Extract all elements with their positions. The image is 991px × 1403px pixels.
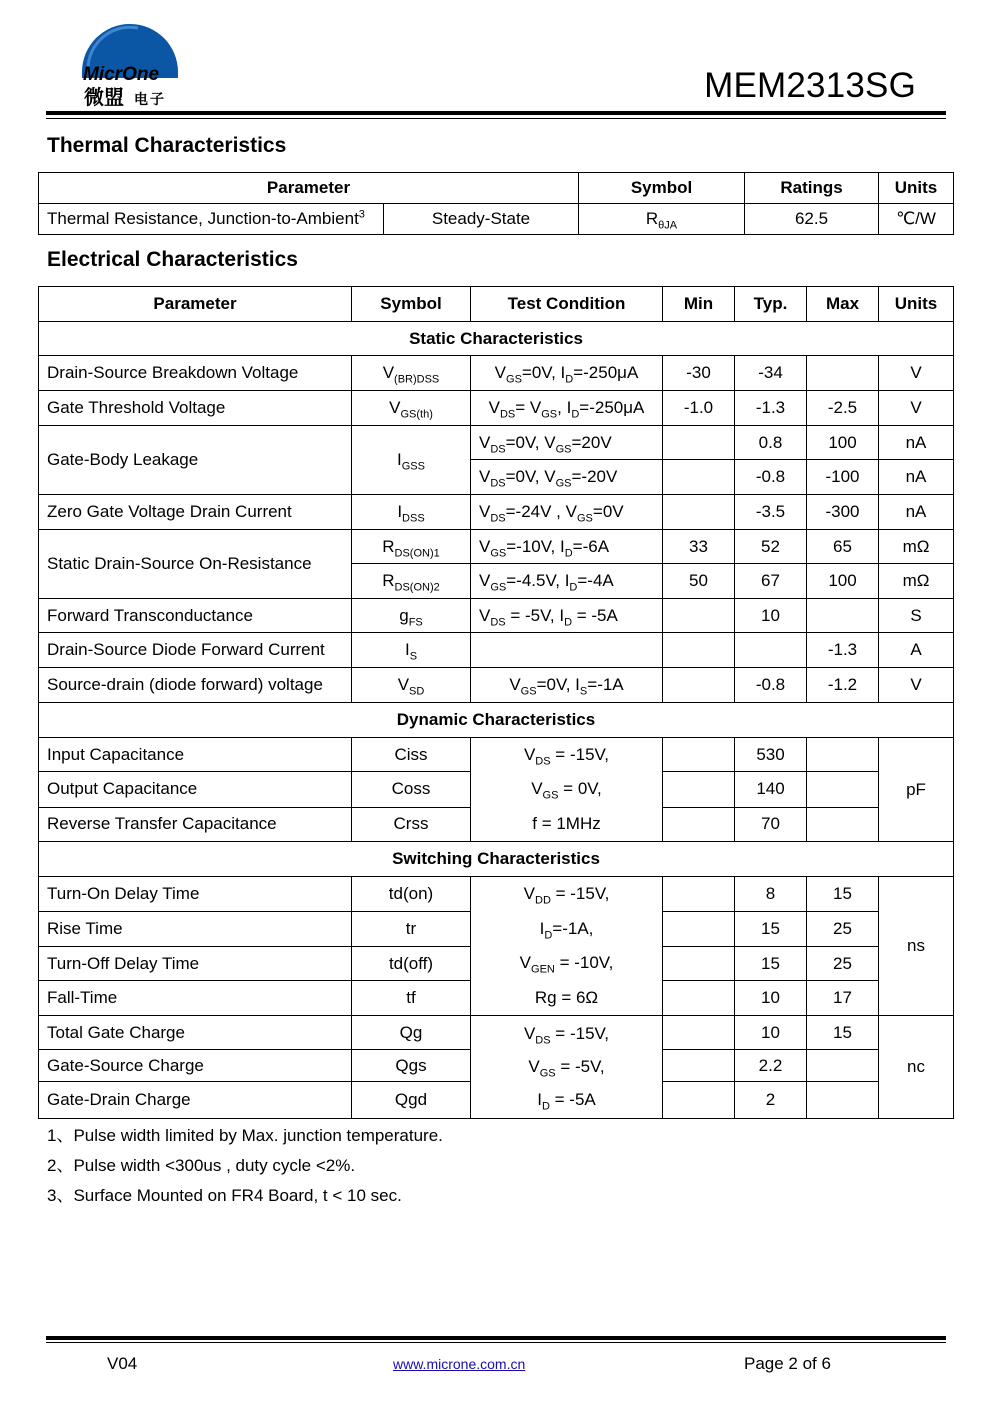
switching-section-title: Switching Characteristics: [39, 842, 954, 877]
table-row: [39, 738, 954, 772]
table-row: [39, 599, 954, 633]
max-rdson-1: 65: [807, 530, 879, 564]
typ-rdson-2: 67: [735, 564, 807, 599]
cond-is: [471, 633, 663, 668]
footnote-ref: 3: [358, 208, 365, 221]
header-max: Max: [807, 287, 879, 322]
symbol-tdon: td(on): [352, 877, 471, 912]
typ-qg: 10: [735, 1016, 807, 1050]
min-coss: [663, 772, 735, 807]
units-igss-1: nA: [879, 426, 954, 460]
typ-vth: -1.3: [735, 391, 807, 426]
cond-gc-id: $I_D = -5A$: [537, 1090, 596, 1113]
thermal-header-parameter: Parameter: [39, 173, 579, 204]
max-vth: -2.5: [807, 391, 879, 426]
footer-version: V04: [107, 1354, 138, 1373]
cond-dynamic-vgs: $V_{GS} = 0V$,: [531, 779, 602, 802]
param-rdson: Static Drain-Source On-Resistance: [39, 530, 352, 599]
header-min: Min: [663, 287, 735, 322]
thermal-table: [38, 172, 954, 235]
cond-dynamic: [471, 738, 663, 842]
max-is: -1.3: [807, 633, 879, 668]
max-qg: 15: [807, 1016, 879, 1050]
footer-rule-thick: [46, 1336, 946, 1340]
units-switching: ns: [879, 877, 954, 1016]
symbol-vsd: $V_{SD}$: [352, 668, 471, 703]
cond-switching-vdd: $V_{DD} = -15V$,: [523, 884, 610, 907]
dynamic-section-title: Dynamic Characteristics: [39, 703, 954, 738]
min-qgs: [663, 1050, 735, 1082]
symbol-bvdss: $V_{(BR)DSS}$: [352, 356, 471, 391]
param-crss: Reverse Transfer Capacitance: [39, 807, 352, 841]
cond-gc-vgs: $V_{GS} = -5V$,: [528, 1056, 605, 1080]
min-igss-2: [663, 460, 735, 495]
cond-rdson-2: $V_{GS}=-4.5V$, $I_D=-4A$: [471, 564, 663, 599]
table-row: [39, 495, 954, 530]
cond-rdson-1: $V_{GS}=-10V$, $I_D=-6A$: [471, 530, 663, 564]
min-is: [663, 633, 735, 668]
units-igss-2: nA: [879, 460, 954, 495]
symbol-ciss: Ciss: [352, 738, 471, 772]
units-is: A: [879, 633, 954, 668]
table-row: [39, 1016, 954, 1050]
logo-text-cn: 微盟: [84, 85, 124, 109]
thermal-condition: Steady-State: [384, 204, 579, 235]
max-igss-1: 100: [807, 426, 879, 460]
thermal-units: ℃/W: [879, 204, 954, 235]
param-qgd: Gate-Drain Charge: [39, 1082, 352, 1119]
max-vsd: -1.2: [807, 668, 879, 703]
symbol-idss: $I_{DSS}$: [352, 495, 471, 530]
max-igss-2: -100: [807, 460, 879, 495]
header-rule-thick: [46, 111, 946, 115]
header-rule-thin: [46, 118, 946, 119]
min-ciss: [663, 738, 735, 772]
table-row: [39, 356, 954, 391]
cond-switching-id: $I_D=-1A$,: [539, 918, 594, 942]
typ-tr: 15: [735, 912, 807, 947]
footnotes: [47, 1121, 443, 1211]
cond-gate-charge: [471, 1016, 663, 1119]
param-gfs: Forward Transconductance: [39, 599, 352, 633]
param-coss: Output Capacitance: [39, 772, 352, 807]
static-section-title: Static Characteristics: [39, 322, 954, 356]
cond-igss-2: $V_{DS}=0V$, $V_{GS}=-20V$: [471, 460, 663, 495]
part-number: MEM2313SG: [704, 66, 916, 105]
max-coss: [807, 772, 879, 807]
symbol-qgd: Qgd: [352, 1082, 471, 1119]
symbol-rdson-1: $R_{DS(ON)1}$: [352, 530, 471, 564]
cond-switching-vgen: $V_{GEN} = -10V$,: [519, 953, 614, 976]
footer-website-link[interactable]: www.microne.com.cn: [393, 1356, 526, 1372]
header-test-condition: Test Condition: [471, 287, 663, 322]
cond-idss: $V_{DS}=-24V$ , $V_{GS}=0V$: [471, 495, 663, 530]
table-row: [39, 633, 954, 668]
thermal-header-symbol: Symbol: [579, 173, 745, 204]
max-qgs: [807, 1050, 879, 1082]
thermal-rating: 62.5: [745, 204, 879, 235]
min-gfs: [663, 599, 735, 633]
typ-coss: 140: [735, 772, 807, 807]
header-parameter: Parameter: [39, 287, 352, 322]
symbol-qgs: Qgs: [352, 1050, 471, 1082]
symbol-qg: Qg: [352, 1016, 471, 1050]
max-qgd: [807, 1082, 879, 1119]
logo-globe-icon: [78, 20, 182, 110]
typ-qgs: 2.2: [735, 1050, 807, 1082]
thermal-header-units: Units: [879, 173, 954, 204]
min-rdson-2: 50: [663, 564, 735, 599]
typ-vsd: -0.8: [735, 668, 807, 703]
footnote-1: 1、Pulse width limited by Max. junction temperature.: [47, 1126, 443, 1145]
symbol-is: $I_S$: [352, 633, 471, 668]
typ-tdon: 8: [735, 877, 807, 912]
max-tdon: 15: [807, 877, 879, 912]
thermal-header-ratings: Ratings: [745, 173, 879, 204]
symbol-tr: tr: [352, 912, 471, 947]
max-gfs: [807, 599, 879, 633]
header-units: Units: [879, 287, 954, 322]
cond-vsd: $V_{GS}=0V$, $I_S=-1A$: [471, 668, 663, 703]
logo-text-cn-small: 电子: [134, 92, 166, 108]
units-rdson-2: mΩ: [879, 564, 954, 599]
table-row: [39, 426, 954, 460]
param-igss: Gate-Body Leakage: [39, 426, 352, 495]
footnote-2: 2、Pulse width <300us , duty cycle <2%.: [47, 1156, 356, 1175]
param-tdon: Turn-On Delay Time: [39, 877, 352, 912]
max-idss: -300: [807, 495, 879, 530]
max-crss: [807, 807, 879, 841]
header-typ: Typ.: [735, 287, 807, 322]
thermal-title: Thermal Characteristics: [47, 134, 287, 157]
max-tr: 25: [807, 912, 879, 947]
param-vth: Gate Threshold Voltage: [39, 391, 352, 426]
min-rdson-1: 33: [663, 530, 735, 564]
min-bvdss: -30: [663, 356, 735, 391]
symbol-gfs: $g_{FS}$: [352, 599, 471, 633]
cond-gfs: $V_{DS} = -5V$, $I_D = -5A$: [471, 599, 663, 633]
electrical-table: [38, 286, 954, 1119]
param-idss: Zero Gate Voltage Drain Current: [39, 495, 352, 530]
symbol-crss: Crss: [352, 807, 471, 841]
symbol-igss: $I_{GSS}$: [352, 426, 471, 495]
typ-gfs: 10: [735, 599, 807, 633]
footer-rule-thin: [46, 1342, 946, 1343]
typ-igss-1: 0.8: [735, 426, 807, 460]
symbol-tf: tf: [352, 981, 471, 1016]
min-vsd: [663, 668, 735, 703]
typ-idss: -3.5: [735, 495, 807, 530]
units-vth: V: [879, 391, 954, 426]
company-logo: [78, 20, 182, 110]
units-dynamic: pF: [879, 738, 954, 842]
param-qgs: Gate-Source Charge: [39, 1050, 352, 1082]
typ-qgd: 2: [735, 1082, 807, 1119]
symbol-coss: Coss: [352, 772, 471, 807]
units-gate-charge: nc: [879, 1016, 954, 1119]
max-ciss: [807, 738, 879, 772]
max-tf: 17: [807, 981, 879, 1016]
min-tdon: [663, 877, 735, 912]
param-tr: Rise Time: [39, 912, 352, 947]
cond-igss-1: $V_{DS}=0V$, $V_{GS}=20V$: [471, 426, 663, 460]
thermal-symbol: $R_{\theta JA}$: [579, 204, 745, 235]
cond-dynamic-vds: $V_{DS} = -15V$,: [523, 745, 610, 768]
max-rdson-2: 100: [807, 564, 879, 599]
typ-igss-2: -0.8: [735, 460, 807, 495]
param-ciss: Input Capacitance: [39, 738, 352, 772]
min-qgd: [663, 1082, 735, 1119]
symbol-tdoff: td(off): [352, 947, 471, 981]
min-igss-1: [663, 426, 735, 460]
typ-is: [735, 633, 807, 668]
units-vsd: V: [879, 668, 954, 703]
min-tf: [663, 981, 735, 1016]
cond-gc-vds: $V_{DS} = -15V$,: [523, 1023, 610, 1047]
param-is: Drain-Source Diode Forward Current: [39, 633, 352, 668]
param-vsd: Source-drain (diode forward) voltage: [39, 668, 352, 703]
min-crss: [663, 807, 735, 841]
table-row: [39, 530, 954, 564]
logo-text-en: MicrOne: [83, 64, 160, 85]
cond-vth: $V_{DS}= V_{GS}$, $I_D=-250\mu A$: [471, 391, 663, 426]
units-bvdss: V: [879, 356, 954, 391]
param-qg: Total Gate Charge: [39, 1016, 352, 1050]
cond-bvdss: $V_{GS}=0V$, $I_D=-250\mu A$: [471, 356, 663, 391]
symbol-vth: $V_{GS(th)}$: [352, 391, 471, 426]
table-row: [39, 668, 954, 703]
thermal-parameter: Thermal Resistance, Junction-to-Ambient$^3$: [39, 204, 384, 235]
min-idss: [663, 495, 735, 530]
typ-tf: 10: [735, 981, 807, 1016]
min-vth: -1.0: [663, 391, 735, 426]
typ-ciss: 530: [735, 738, 807, 772]
typ-bvdss: -34: [735, 356, 807, 391]
symbol-rdson-2: $R_{DS(ON)2}$: [352, 564, 471, 599]
typ-rdson-1: 52: [735, 530, 807, 564]
table-row: [39, 877, 954, 912]
max-bvdss: [807, 356, 879, 391]
typ-tdoff: 15: [735, 947, 807, 981]
units-idss: nA: [879, 495, 954, 530]
param-tdoff: Turn-Off Delay Time: [39, 947, 352, 981]
footer-page-number: Page 2 of 6: [744, 1354, 831, 1373]
param-bvdss: Drain-Source Breakdown Voltage: [39, 356, 352, 391]
param-tf: Fall-Time: [39, 981, 352, 1016]
typ-crss: 70: [735, 807, 807, 841]
cond-switching-rg: Rg = 6Ω: [534, 987, 599, 1007]
table-row: [39, 391, 954, 426]
electrical-title: Electrical Characteristics: [47, 248, 298, 271]
min-tdoff: [663, 947, 735, 981]
cond-dynamic-freq: f = 1MHz: [532, 813, 601, 833]
units-gfs: S: [879, 599, 954, 633]
max-tdoff: 25: [807, 947, 879, 981]
min-tr: [663, 912, 735, 947]
cond-switching: [471, 877, 663, 1016]
footnote-3: 3、Surface Mounted on FR4 Board, t < 10 sec.: [47, 1186, 402, 1205]
min-qg: [663, 1016, 735, 1050]
units-rdson-1: mΩ: [879, 530, 954, 564]
header-symbol: Symbol: [352, 287, 471, 322]
